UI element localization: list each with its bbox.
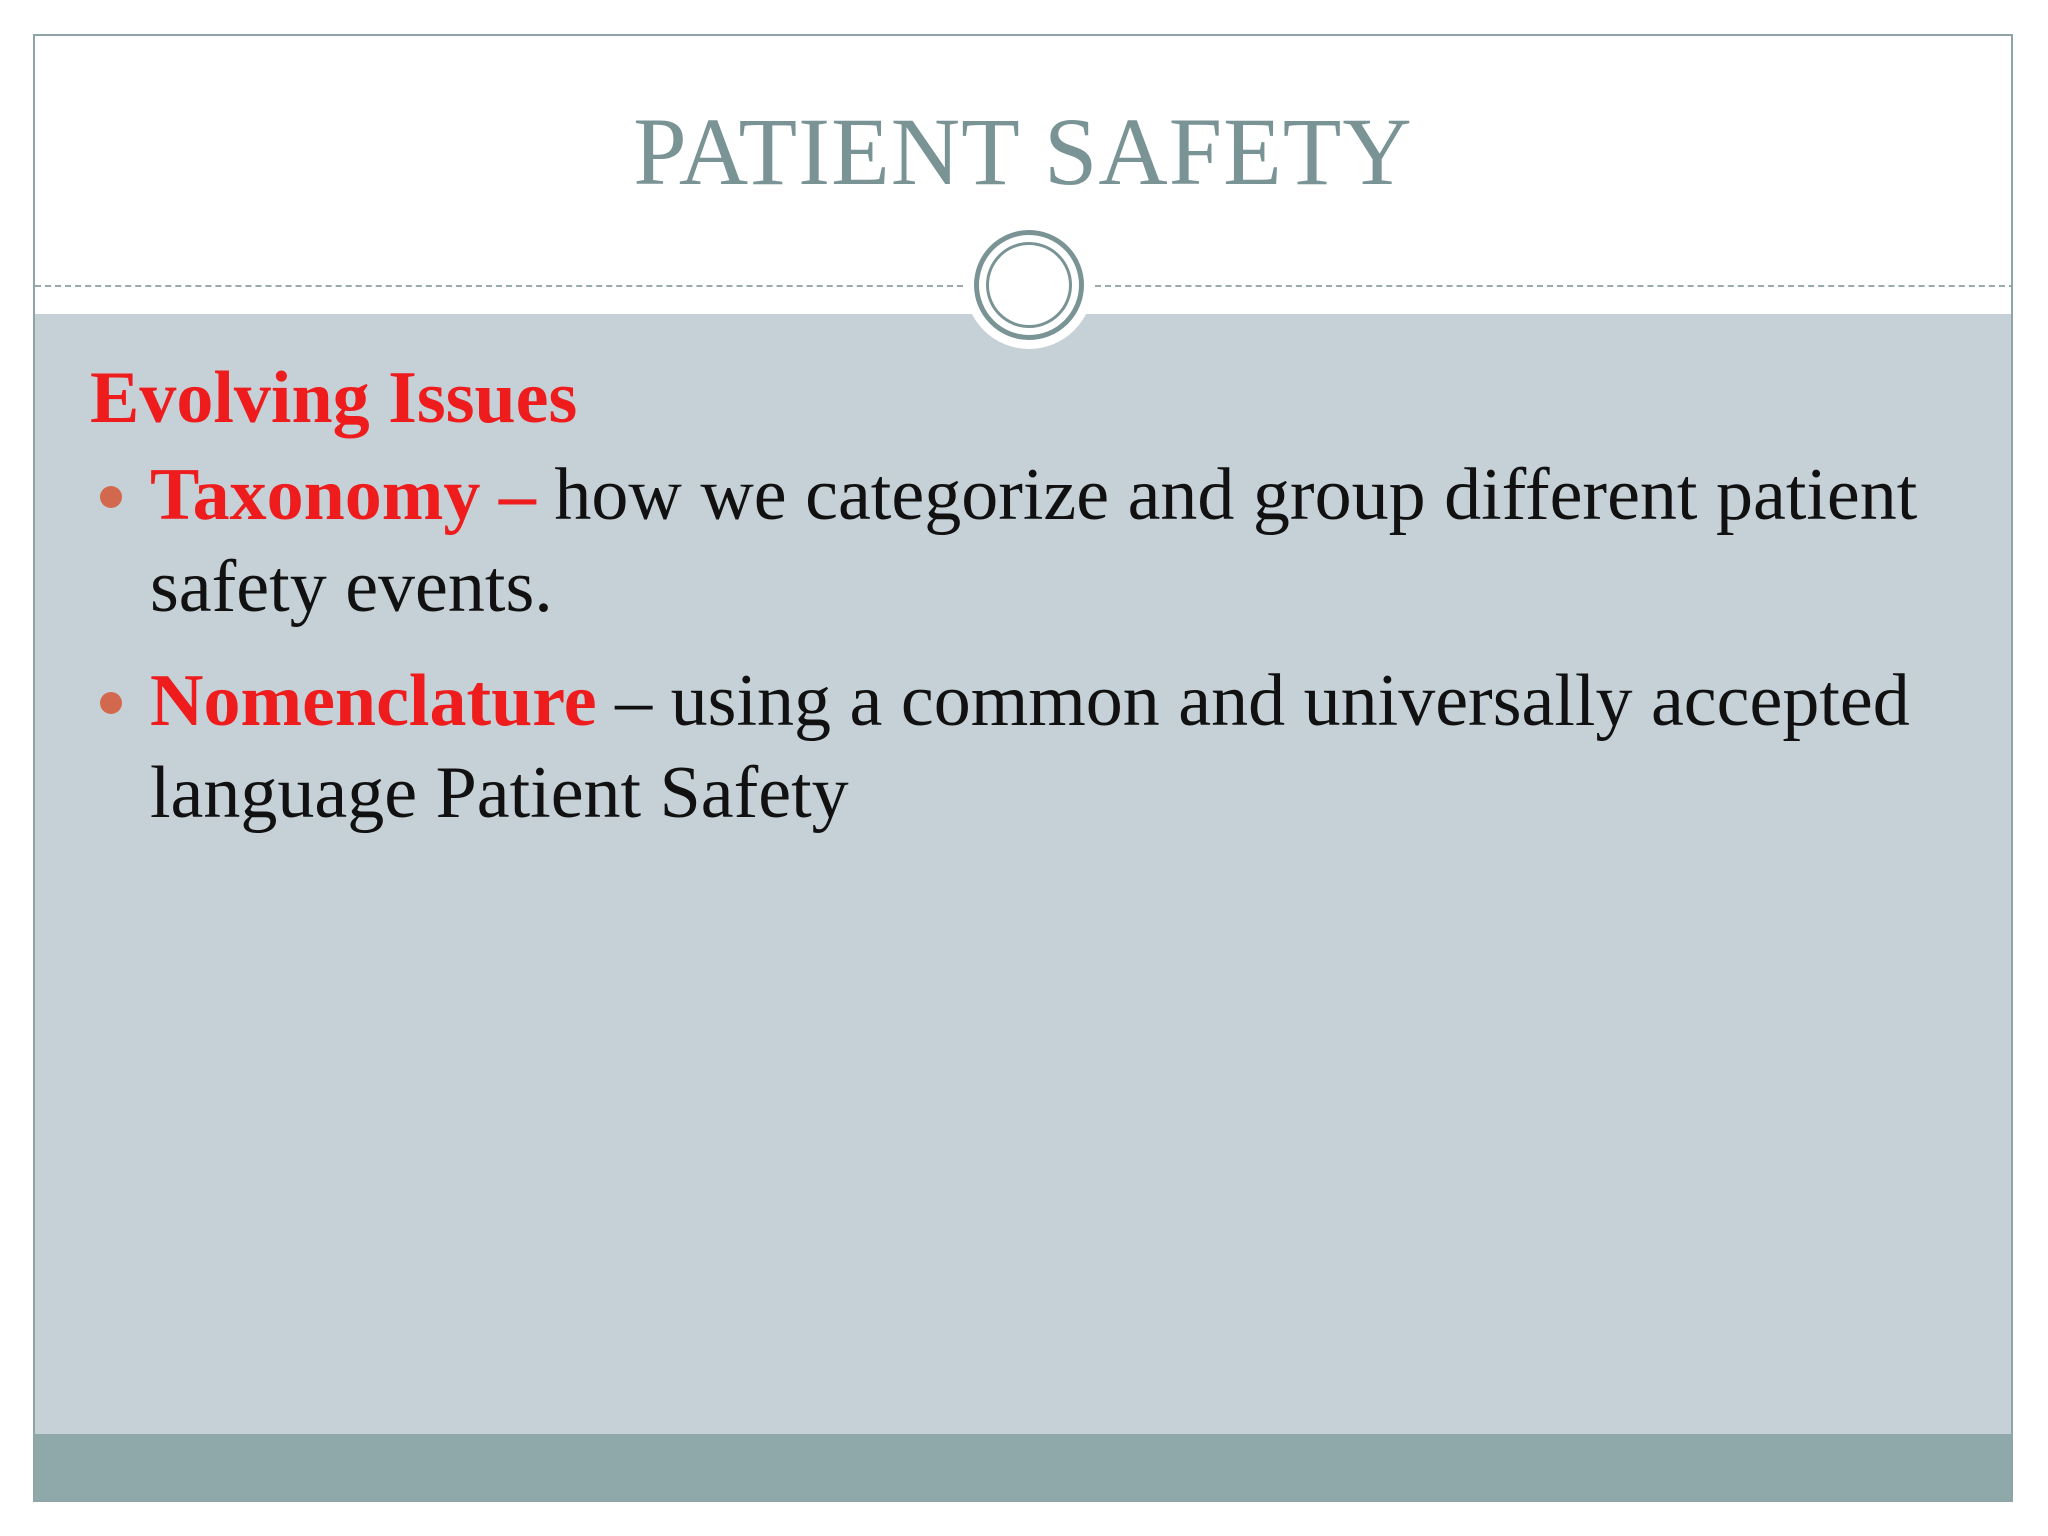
footer-bar [35, 1434, 2011, 1502]
double-ring-inner-icon [986, 242, 1072, 328]
bullet-item-taxonomy [90, 449, 1970, 633]
slide-title: PATIENT SAFETY [633, 98, 1413, 205]
round-bullet-icon [100, 692, 122, 714]
bullet-description: how we categorize and group different patient safety events. [150, 453, 1918, 628]
section-heading: Evolving Issues [90, 357, 578, 439]
bullet-item-nomenclature [90, 655, 1970, 839]
bullet-term: Taxonomy – [150, 453, 536, 536]
slide [33, 34, 2013, 1502]
slide-body [90, 354, 1970, 861]
title-divider-left [35, 285, 963, 287]
title-divider-right [1095, 285, 2013, 287]
round-bullet-icon [100, 486, 122, 508]
bullet-description: – using a common and universally accepted language Patient Safety [150, 659, 1910, 834]
bullet-term: Nomenclature [150, 659, 597, 742]
